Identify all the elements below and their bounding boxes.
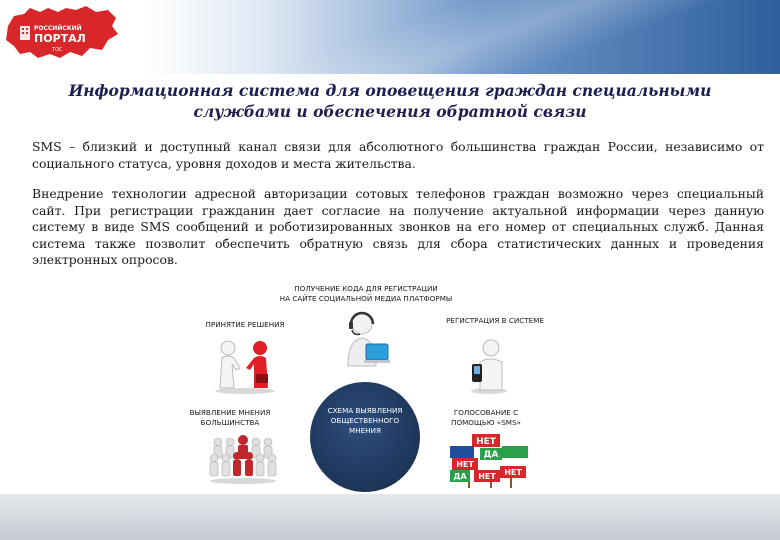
crowd-majority-icon xyxy=(208,432,278,484)
center-line2: ОБЩЕСТВЕННОГО xyxy=(330,416,400,425)
sign-word-5: НЕТ xyxy=(478,472,496,481)
yes-no-signs-icon xyxy=(450,432,530,488)
page-title xyxy=(40,80,740,122)
label-registration: РЕГИСТРАЦИЯ В СИСТЕМЕ xyxy=(446,316,544,325)
label-get-code-line2: НА САЙТЕ СОЦИАЛЬНОЙ МЕДИА ПЛАТФОРМЫ xyxy=(279,293,453,303)
label-majority-line1: ВЫЯВЛЕНИЕ МНЕНИЯ xyxy=(189,408,271,417)
person-with-phone-icon xyxy=(466,338,512,394)
logo-line2: ПОРТАЛ xyxy=(34,32,86,45)
center-line1: СХЕМА ВЫЯВЛЕНИЯ xyxy=(327,406,403,415)
sign-word-1: НЕТ xyxy=(476,437,496,447)
label-vote-line1: ГОЛОСОВАНИЕ С xyxy=(453,408,519,417)
paragraph-technology: Внедрение технологии адресной авторизации сотовых телефонов граждан возможно через специальный сайт. При регистрации гражданин дает согласие на получение актуальной информации через данную систему в виде SMS сообщений и роботизированных звонков на его номер от специальных служб. Данная система также позволит обеспечить обратную связь для сбора статистических данных и проведения электронных опросов. xyxy=(32,186,764,268)
label-sms-voting xyxy=(436,408,536,427)
label-get-code xyxy=(246,284,486,303)
scheme-center-text xyxy=(310,406,420,436)
logo-line3: ТОС xyxy=(52,47,63,53)
sign-word-4: ДА xyxy=(453,472,467,481)
sign-word-2: ДА xyxy=(483,450,499,460)
logo-line1: РОССИЙСКИЙ xyxy=(34,25,82,32)
scheme-center-circle xyxy=(310,382,420,492)
label-get-code-line1: ПОЛУЧЕНИЕ КОДА ДЛЯ РЕГИСТРАЦИИ xyxy=(294,284,438,293)
center-line3: МНЕНИЯ xyxy=(349,426,381,435)
label-vote-line2: ПОМОЩЬЮ «SMS» xyxy=(451,417,521,427)
label-majority-line2: БОЛЬШИНСТВА xyxy=(200,417,260,427)
sign-word-3: НЕТ xyxy=(456,460,474,469)
handshake-people-icon xyxy=(210,338,280,394)
sign-word-6: НЕТ xyxy=(504,468,522,477)
paragraph-sms: SMS – близкий и доступный канал связи для абсолютного большинства граждан России, независимо от социального статуса, уровня доходов и места жительства. xyxy=(32,139,764,171)
footer-strip xyxy=(0,494,780,540)
title-line-2: службами и обеспечения обратной связи xyxy=(193,102,587,121)
opinion-scheme-diagram xyxy=(180,282,590,492)
label-decision: ПРИНЯТИЕ РЕШЕНИЯ xyxy=(205,320,285,329)
title-line-1: Информационная система для оповещения граждан специальными xyxy=(68,81,712,100)
label-majority-opinion xyxy=(180,408,280,427)
headset-operator-icon xyxy=(340,310,392,368)
rossiysky-portal-logo xyxy=(4,4,122,64)
